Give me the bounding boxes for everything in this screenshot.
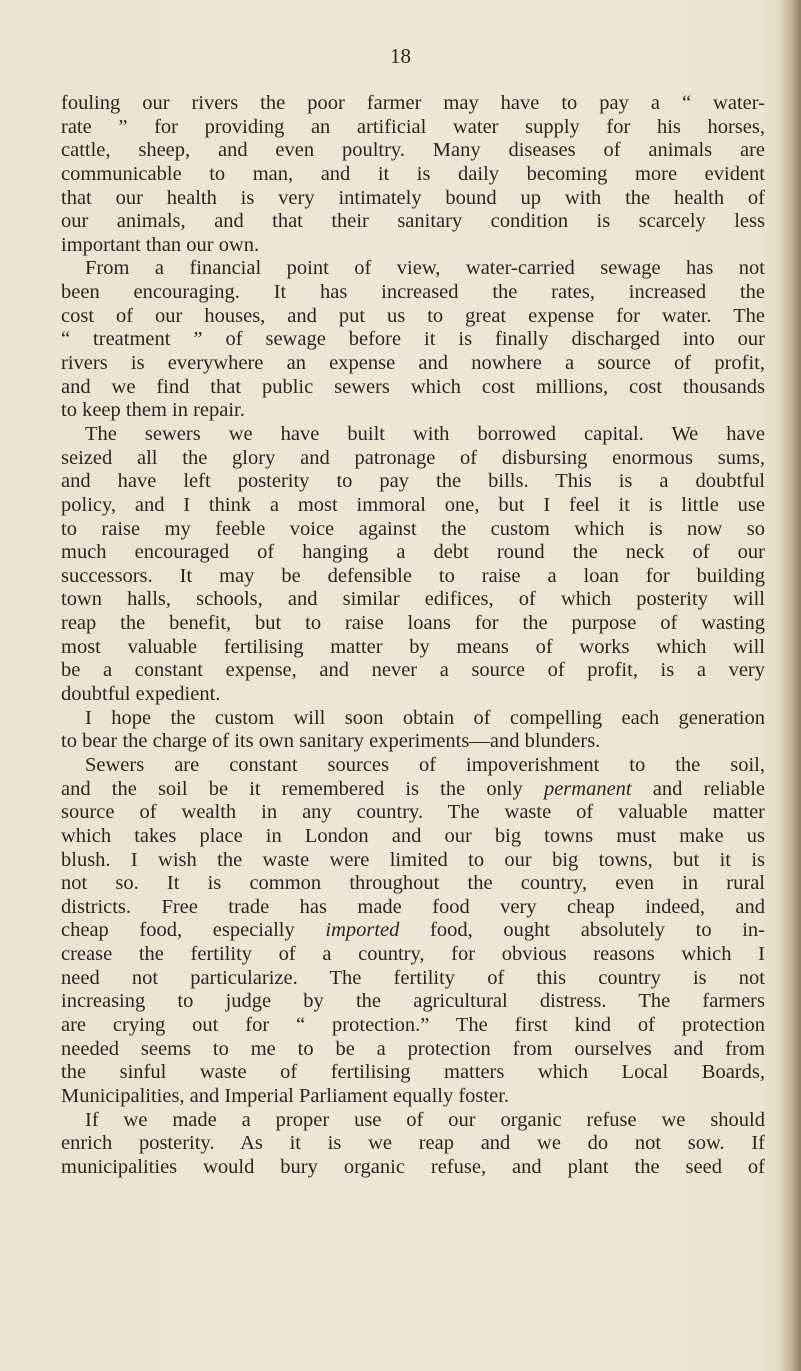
text-line: “ treatment ” of sewage before it is finally discharged into our	[61, 328, 765, 351]
text-line: source of wealth in any country. The waste of valuable matter	[61, 801, 765, 824]
text-segment: food, ought absolutely to in-	[399, 919, 765, 942]
text-line: blush. I wish the waste were limited to our big towns, but it is	[61, 848, 765, 871]
text-line: and have left posterity to pay the bills. This is a doubtful	[61, 470, 765, 493]
text-line: municipalities would bury organic refuse, and plant the seed of	[61, 1155, 765, 1178]
text-line: to raise my feeble voice against the custom which is now so	[61, 517, 765, 540]
page-number: 18	[390, 44, 411, 68]
text-line: important than our own.	[61, 233, 260, 256]
text-line: doubtful expedient.	[61, 683, 221, 706]
text-line: most valuable fertilising matter by means of works which will	[61, 635, 765, 658]
text-line: Sewers are constant sources of impoverishment to the soil,	[85, 753, 765, 776]
text-line: our animals, and that their sanitary condition is scarcely less	[61, 210, 765, 233]
text-segment: and reliable	[631, 777, 765, 800]
body-text	[61, 92, 765, 1179]
italic-emphasis: permanent	[543, 777, 632, 800]
text-line: fouling our rivers the poor farmer may have to pay a “ water-	[61, 92, 765, 114]
text-line: The sewers we have built with borrowed capital. We have	[85, 422, 765, 445]
page-edge-shadow	[779, 0, 801, 1371]
text-line: If we made a proper use of our organic refuse we should	[85, 1108, 765, 1131]
text-line: policy, and I think a most immoral one, but I feel it is little use	[61, 493, 765, 516]
text-line: cattle, sheep, and even poultry. Many diseases of animals are	[61, 139, 765, 162]
text-segment: and the soil be it remembered is the only	[61, 777, 544, 800]
text-line: From a financial point of view, water-carried sewage has not	[85, 257, 765, 280]
text-line: communicable to man, and it is daily becoming more evident	[61, 162, 765, 185]
text-line: districts. Free trade has made food very cheap indeed, and	[61, 895, 765, 918]
text-line: much encouraged of hanging a debt round the neck of our	[61, 541, 765, 564]
text-line: that our health is very intimately bound up with the health of	[61, 186, 765, 209]
text-line: been encouraging. It has increased the rates, increased the	[61, 281, 765, 304]
text-line: needed seems to me to be a protection from ourselves and from	[61, 1037, 765, 1060]
text-line: and we find that public sewers which cost millions, cost thousands	[61, 375, 765, 398]
text-line: reap the benefit, but to raise loans for the purpose of wasting	[61, 612, 765, 635]
text-line: increasing to judge by the agricultural distress. The farmers	[61, 990, 765, 1013]
italic-emphasis: imported	[325, 919, 400, 942]
text-line: which takes place in London and our big towns must make us	[61, 824, 765, 847]
text-line: town halls, schools, and similar edifices, of which posterity will	[61, 588, 765, 611]
text-line: rivers is everywhere an expense and nowhere a source of profit,	[61, 352, 765, 375]
text-line	[61, 919, 765, 943]
text-line: crease the fertility of a country, for obvious reasons which I	[61, 943, 765, 966]
text-line: to bear the charge of its own sanitary experiments—and blunders.	[61, 730, 601, 753]
text-line: need not particularize. The fertility of this country is not	[61, 966, 765, 989]
text-line: seized all the glory and patronage of disbursing enormous sums,	[61, 446, 765, 469]
text-line: enrich posterity. As it is we reap and we do not sow. If	[61, 1132, 765, 1155]
text-line: rate ” for providing an artificial water supply for his horses,	[61, 115, 765, 138]
text-line: the sinful waste of fertilising matters which Local Boards,	[61, 1061, 765, 1084]
text-line: not so. It is common throughout the country, even in rural	[61, 872, 765, 895]
text-line: cost of our houses, and put us to great expense for water. The	[61, 304, 765, 327]
text-line: are crying out for “ protection.” The first kind of protection	[61, 1013, 765, 1036]
text-line: be a constant expense, and never a source of profit, is a very	[61, 659, 765, 682]
text-line: I hope the custom will soon obtain of compelling each generation	[85, 706, 765, 729]
text-segment: cheap food, especially	[61, 919, 326, 942]
text-line: Municipalities, and Imperial Parliament equally foster.	[61, 1084, 510, 1107]
text-line: to keep them in repair.	[61, 399, 245, 422]
text-line: successors. It may be defensible to raise a loan for building	[61, 564, 765, 587]
text-line	[61, 778, 765, 802]
